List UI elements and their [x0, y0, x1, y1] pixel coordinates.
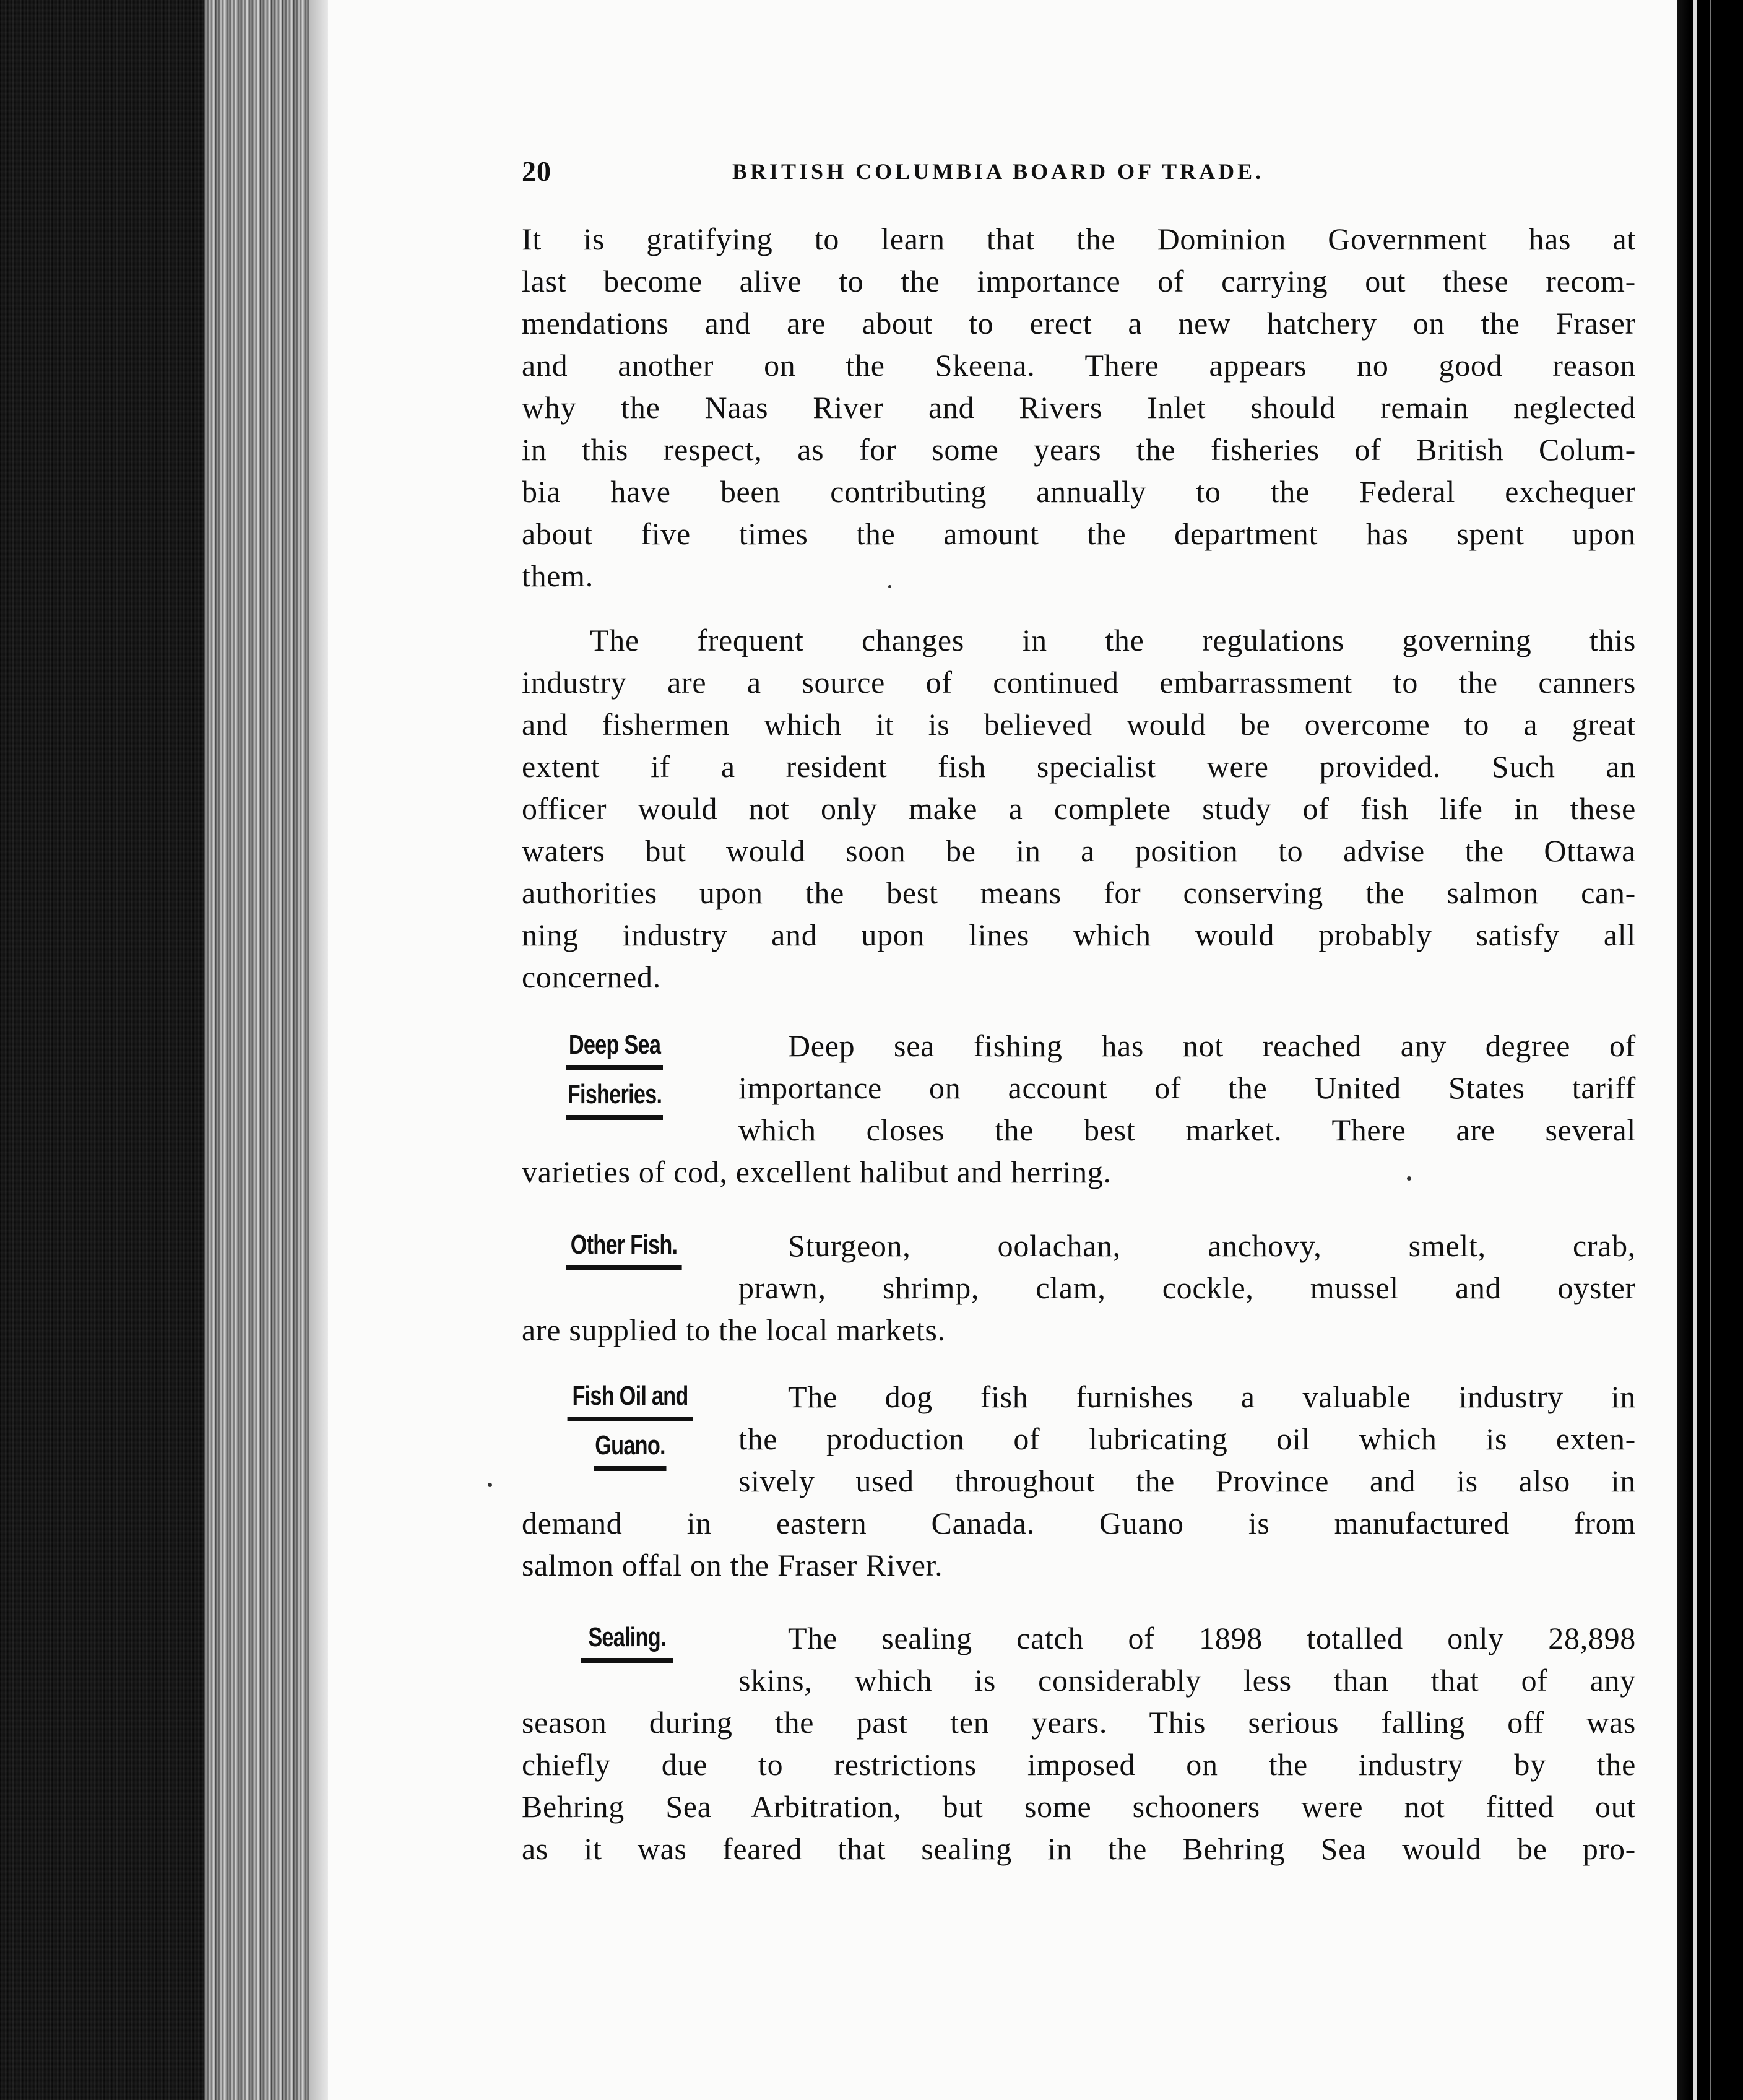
- text-line: Behring Sea Arbitration, but some schooners were not fitted out: [522, 1789, 1636, 1824]
- text-line: demand in eastern Canada. Guano is manufactured from: [522, 1506, 1636, 1540]
- text-line: The dog fish furnishes a valuable industry in: [788, 1379, 1636, 1414]
- text-line: chiefly due to restrictions imposed on the industry by the: [522, 1747, 1636, 1782]
- text-line: the production of lubricating oil which is exten-: [738, 1421, 1636, 1456]
- text-line: officer would not only make a complete study of fish life in these: [522, 791, 1636, 826]
- text-line: season during the past ten years. This serious falling off was: [522, 1705, 1636, 1740]
- text-line: skins, which is considerably less than that of any: [738, 1663, 1636, 1698]
- edge-streak: [1693, 0, 1697, 2100]
- text-line: in this respect, as for some years the fisheries of British Colum-: [522, 432, 1636, 467]
- text-line: salmon offal on the Fraser River.: [522, 1548, 943, 1582]
- paragraph-hatchery: [522, 218, 1636, 597]
- text-line: why the Naas River and Rivers Inlet should remain neglected: [522, 390, 1636, 425]
- heading-rule: [594, 1466, 667, 1471]
- side-heading-line: Deep Sea: [568, 1030, 661, 1060]
- text-line: and fishermen which it is believed would be overcome to a great: [522, 707, 1636, 742]
- side-heading-line: Sealing.: [588, 1622, 666, 1652]
- dust-speck: [888, 585, 891, 588]
- text-line: The sealing catch of 1898 totalled only 28,898: [788, 1621, 1636, 1655]
- side-heading-line: Fish Oil and: [572, 1381, 688, 1411]
- side-heading: [546, 1376, 715, 1475]
- side-heading-line: Guano.: [595, 1430, 665, 1460]
- text-line: as it was feared that sealing in the Behring Sea would be pro-: [522, 1831, 1636, 1866]
- side-heading: [550, 1617, 704, 1667]
- text-line: and another on the Skeena. There appears no good reason: [522, 348, 1636, 383]
- section-body: [522, 1025, 1636, 1193]
- text-line: extent if a resident fish specialist were provided. Such an: [522, 749, 1636, 784]
- book-binding: [0, 0, 204, 2100]
- text-line: authorities upon the best means for conserving the salmon can-: [522, 875, 1636, 910]
- text-line: which closes the best market. There are several: [738, 1113, 1636, 1147]
- side-heading: [542, 1025, 687, 1124]
- text-line: It is gratifying to learn that the Dominion Government has at: [522, 222, 1636, 256]
- heading-rule: [581, 1658, 673, 1663]
- paragraph-regulations: [522, 619, 1636, 998]
- text-line: Deep sea fishing has not reached any degree of: [788, 1028, 1636, 1063]
- side-heading-line: Fisheries.: [567, 1079, 662, 1109]
- text-line: The frequent changes in the regulations governing this: [590, 623, 1636, 657]
- text-line: last become alive to the importance of carrying out these recom-: [522, 264, 1636, 298]
- text-line: importance on account of the United States tariff: [738, 1070, 1636, 1105]
- header-title: BRITISH COLUMBIA BOARD OF TRADE.: [732, 159, 1265, 184]
- text-line: sively used throughout the Province and is also in: [738, 1464, 1636, 1498]
- dust-speck: [488, 1483, 492, 1487]
- page: [328, 0, 1677, 2100]
- text-line: them.: [522, 558, 594, 593]
- heading-rule: [566, 1265, 681, 1270]
- text-line: bia have been contributing annually to the Federal exchequer: [522, 474, 1636, 509]
- heading-rule: [566, 1115, 663, 1120]
- text-line: mendations and are about to erect a new hatchery on the Fraser: [522, 306, 1636, 341]
- text-line: concerned.: [522, 960, 661, 994]
- side-heading: [544, 1225, 703, 1274]
- text-line: ning industry and upon lines which would probably satisfy all: [522, 918, 1636, 952]
- text-line: waters but would soon be in a position to advise the Ottawa: [522, 833, 1636, 868]
- dust-speck: [1407, 1176, 1411, 1181]
- text-line: about five times the amount the department has spent upon: [522, 516, 1636, 551]
- text-line: Sturgeon, oolachan, anchovy, smelt, crab,: [788, 1228, 1636, 1263]
- text-line: industry are a source of continued embarrassment to the canners: [522, 665, 1636, 700]
- text-line: are supplied to the local markets.: [522, 1312, 946, 1347]
- page-edges: [204, 0, 328, 2100]
- heading-rule: [566, 1065, 663, 1070]
- text-line: varieties of cod, excellent halibut and herring.: [522, 1155, 1112, 1189]
- text-line: prawn, shrimp, clam, cockle, mussel and oyster: [738, 1270, 1636, 1305]
- page-number: 20: [522, 155, 551, 187]
- heading-rule: [568, 1417, 693, 1421]
- side-heading-line: Other Fish.: [570, 1230, 678, 1260]
- right-page-edge: [1677, 0, 1743, 2100]
- edge-streak: [1710, 0, 1711, 2100]
- running-head: [522, 155, 1636, 192]
